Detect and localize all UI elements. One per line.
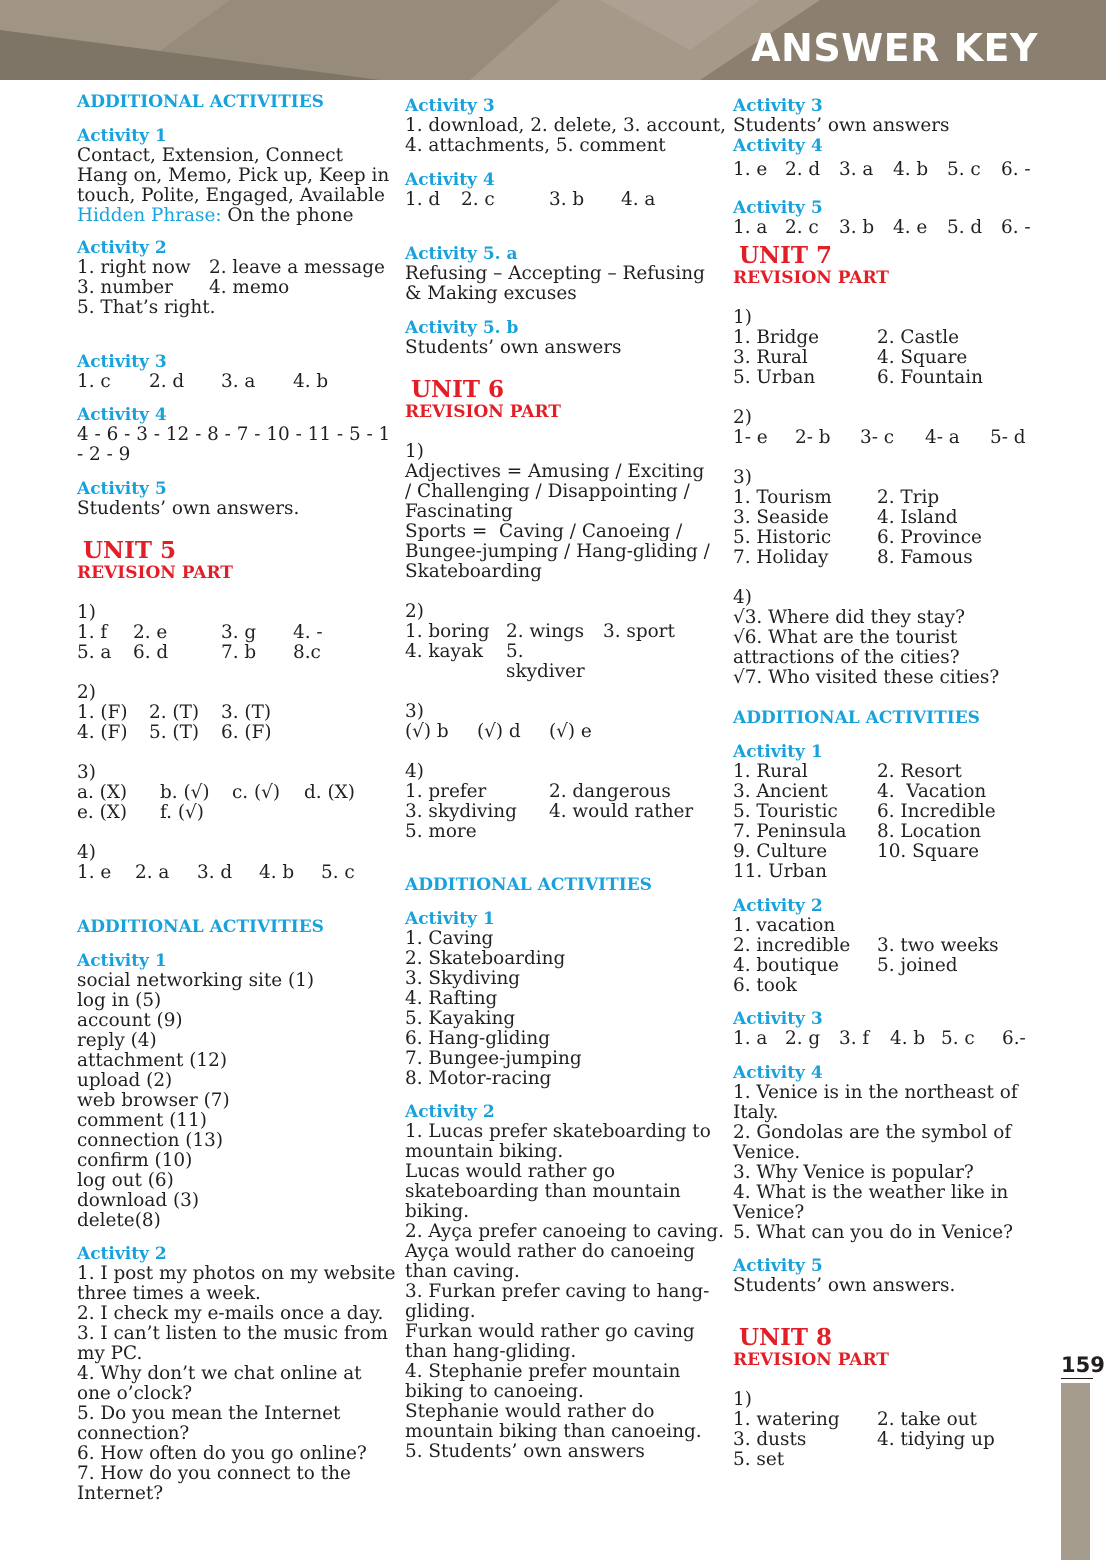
answer-cell: 2. a (135, 862, 170, 883)
answer-row (405, 190, 720, 210)
page-title: ANSWER KEY (751, 26, 1038, 70)
question-number: 2) (405, 601, 424, 622)
answer-cell: 1. e (77, 862, 112, 883)
answer-cell: 2. wings (506, 621, 585, 642)
answer-cell: 1. Tourism (733, 487, 832, 508)
answer-cell: 4. b (893, 159, 929, 180)
answer-line: 8. Motor-racing (405, 1068, 552, 1089)
question-number: 3) (77, 762, 96, 783)
answer-cell: 3. g (221, 622, 257, 643)
answer-line: download (3) (77, 1190, 200, 1211)
question-number: 1) (733, 307, 752, 328)
activity-heading: Activity 4 (77, 405, 167, 425)
answer-line: 4. What is the weather like in (733, 1182, 1009, 1203)
activity-heading: Activity 5 (733, 198, 823, 218)
answer-line: 3. Why Venice is popular? (733, 1162, 974, 1183)
unit-heading: UNIT 5 (83, 537, 176, 564)
answer-line: 2. Skateboarding (405, 948, 566, 969)
answer-line: 4. attachments, 5. comment (405, 135, 666, 156)
unit-heading: UNIT 7 (739, 242, 832, 269)
answer-grid (733, 936, 1053, 976)
answer-line: 4. Rafting (405, 988, 498, 1009)
answer-cell: 5- d (990, 427, 1026, 448)
answer-cell: 2. Trip (877, 487, 940, 508)
answer-line: √6. What are the tourist (733, 627, 958, 648)
answer-cell: 4. boutique (733, 955, 839, 976)
activity-heading: Activity 5. b (405, 318, 519, 338)
answer-line: Sports = Caving / Canoeing / (405, 521, 683, 542)
question-number: 1) (77, 602, 96, 623)
answer-line: Hang on, Memo, Pick up, Keep in (77, 165, 390, 186)
answer-line: √3. Where did they stay? (733, 607, 965, 628)
answer-cell: 1. c (77, 371, 111, 392)
answer-line: log out (6) (77, 1170, 174, 1191)
answer-cell: 1. e (733, 159, 768, 180)
answer-line: 6. took (733, 975, 798, 996)
answer-cell: 8. Famous (877, 547, 973, 568)
activity-heading: Activity 4 (405, 170, 495, 190)
question-number: 1) (733, 1389, 752, 1410)
answer-cell: (√) b (405, 721, 449, 742)
answer-cell: 3. sport (603, 621, 675, 642)
answer-cell: 4. memo (209, 277, 290, 298)
answer-cell: 4. Vacation (877, 781, 987, 802)
answer-row (405, 782, 720, 822)
answer-cell: 6. Fountain (877, 367, 983, 388)
answer-line: & Making excuses (405, 283, 577, 304)
answer-cell: 2. d (149, 371, 185, 392)
answer-cell: 11. Urban (733, 861, 827, 882)
answer-cell: 3. (T) (221, 702, 272, 723)
answer-line: than hang-gliding. (405, 1341, 577, 1362)
answer-line: gliding. (405, 1301, 476, 1322)
answer-cell: 7. Peninsula (733, 821, 847, 842)
answer-cell: 2. incredible (733, 935, 851, 956)
answer-cell: 3. dusts (733, 1429, 807, 1450)
answer-line: 1. Caving (405, 928, 494, 949)
answer-line: / Challenging / Disappointing / (405, 481, 690, 502)
answer-cell: 4. (F) (77, 722, 128, 743)
answer-line: Bungee-jumping / Hang-gliding / (405, 541, 710, 562)
page-number: 159 (1061, 1353, 1105, 1377)
answer-line: 7. Bungee-jumping (405, 1048, 582, 1069)
answer-line: biking to canoeing. (405, 1381, 584, 1402)
revision-heading: REVISION PART (77, 563, 233, 583)
answer-line: Adjectives = Amusing / Exciting (405, 461, 705, 482)
answer-cell: 2. take out (877, 1409, 977, 1430)
activity-heading: Activity 1 (77, 951, 167, 971)
activity-heading: Activity 5. a (405, 244, 518, 264)
revision-heading: REVISION PART (405, 402, 561, 422)
answer-line: Stephanie would rather do (405, 1401, 655, 1422)
answer-line: mountain biking than canoeing. (405, 1421, 702, 1442)
revision-heading: REVISION PART (733, 1350, 889, 1370)
answer-grid (733, 1410, 1053, 1450)
answer-cell: 1. (F) (77, 702, 128, 723)
answer-line: 4 - 6 - 3 - 12 - 8 - 7 - 10 - 11 - 5 - 1 (77, 424, 391, 445)
answer-line: Refusing – Accepting – Refusing (405, 263, 705, 284)
answer-cell: 2. g (785, 1028, 821, 1049)
answer-cell: 5. a (77, 642, 112, 663)
answer-line: √7. Who visited these cities? (733, 667, 1000, 688)
activity-heading: Activity 5 (733, 1256, 823, 1276)
answer-cell: 4. b (890, 1028, 926, 1049)
answer-row (77, 783, 387, 823)
answer-line: 5. What can you do in Venice? (733, 1222, 1013, 1243)
answer-line: delete(8) (77, 1210, 161, 1231)
answer-cell: 6. Province (877, 527, 982, 548)
answer-cell: 8.c (293, 642, 321, 663)
answer-cell: 1- e (733, 427, 768, 448)
header-banner (0, 0, 1106, 80)
answer-line: Venice? (733, 1202, 805, 1223)
answer-line: Students’ own answers (733, 115, 950, 136)
answer-line: connection (13) (77, 1130, 224, 1151)
unit-heading: UNIT 6 (411, 376, 504, 403)
answer-row (77, 703, 387, 743)
answer-cell: 7. b (221, 642, 257, 663)
answer-cell: 4. would rather (549, 801, 694, 822)
side-tab-bar (1061, 1383, 1090, 1560)
answer-line: 4. Stephanie prefer mountain (405, 1361, 681, 1382)
answer-cell: 2- b (795, 427, 831, 448)
answer-line: 2. I check my e-mails once a day. (77, 1303, 384, 1324)
question-number: 2) (77, 682, 96, 703)
answer-cell: 3. Rural (733, 347, 808, 368)
answer-cell: 1. prefer (405, 781, 487, 802)
answer-cell: 4. b (259, 862, 295, 883)
answer-cell: 5. d (947, 217, 983, 238)
answer-cell: 5. joined (877, 955, 958, 976)
answer-cell: 6. - (1001, 159, 1031, 180)
activity-heading: Activity 1 (405, 909, 495, 929)
answer-cell: 4. Island (877, 507, 958, 528)
answer-line: confirm (10) (77, 1150, 193, 1171)
answer-cell: 2. c (785, 217, 819, 238)
answer-cell: 5. Touristic (733, 801, 838, 822)
answer-cell: 6.- (1002, 1028, 1026, 1049)
answer-line: Skateboarding (405, 561, 542, 582)
answer-cell: 5. c (947, 159, 981, 180)
answer-cell: 1. Bridge (733, 327, 820, 348)
answer-line: 6. How often do you go online? (77, 1443, 367, 1464)
activity-heading: Activity 5 (77, 479, 167, 499)
section-heading: ADDITIONAL ACTIVITIES (405, 875, 652, 895)
answer-cell: f. (√) (160, 802, 204, 823)
answer-cell: 5. (T) (149, 722, 200, 743)
answer-cell: 1. f (77, 622, 108, 643)
answer-line: Students’ own answers (405, 337, 622, 358)
answer-cell: 1. Rural (733, 761, 808, 782)
answer-line: 5. Do you mean the Internet (77, 1403, 341, 1424)
answer-line: - 2 - 9 (77, 444, 131, 465)
answer-line: 3. Skydiving (405, 968, 521, 989)
unit-heading: UNIT 8 (739, 1324, 832, 1351)
answer-line: Internet? (77, 1483, 164, 1504)
answer-line: log in (5) (77, 990, 162, 1011)
answer-line: skateboarding than mountain (405, 1181, 681, 1202)
answer-line: 2. Gondolas are the symbol of (733, 1122, 1012, 1143)
answer-cell: 7. Holiday (733, 547, 829, 568)
answer-line: 5. set (733, 1449, 785, 1470)
answer-line: attractions of the cities? (733, 647, 960, 668)
answer-cell: 2. (T) (149, 702, 200, 723)
answer-cell: d. (X) (304, 782, 355, 803)
section-heading: ADDITIONAL ACTIVITIES (77, 917, 324, 937)
answer-cell: 5. Historic (733, 527, 832, 548)
answer-cell: 3. Ancient (733, 781, 828, 802)
answer-line: reply (4) (77, 1030, 157, 1051)
answer-line: social networking site (1) (77, 970, 315, 991)
answer-cell (877, 862, 1053, 882)
answer-line: three times a week. (77, 1283, 261, 1304)
answer-cell: 6. d (133, 642, 169, 663)
answer-line: Students’ own answers. (77, 498, 300, 519)
answer-cell: c. (√) (232, 782, 281, 803)
answer-cell: a. (X) (77, 782, 128, 803)
question-number: 2) (733, 407, 752, 428)
answer-grid (733, 488, 1053, 568)
answer-cell: 3. skydiving (405, 801, 517, 822)
answer-cell: 2. leave a message (209, 257, 385, 278)
answer-grid (733, 762, 1053, 882)
answer-line: mountain biking. (405, 1141, 564, 1162)
column-left (77, 90, 396, 1504)
answer-line: Students’ own answers. (733, 1275, 956, 1296)
answer-line: account (9) (77, 1010, 183, 1031)
answer-cell: 3. a (221, 371, 256, 392)
answer-cell: 3. number (77, 277, 173, 298)
answer-line: 5. more (405, 821, 477, 842)
answer-line: comment (11) (77, 1110, 207, 1131)
answer-grid (733, 328, 1053, 388)
hidden-phrase (77, 206, 387, 226)
answer-line: 1. vacation (733, 915, 836, 936)
answer-line: web browser (7) (77, 1090, 230, 1111)
answer-cell: (√) e (549, 721, 592, 742)
answer-line: 7. How do you connect to the (77, 1463, 351, 1484)
answer-cell: 3. b (839, 217, 875, 238)
answer-cell: 6. Incredible (877, 801, 996, 822)
answer-line: 5. Kayaking (405, 1008, 516, 1029)
answer-cell: 1. a (733, 1028, 768, 1049)
question-number: 3) (405, 701, 424, 722)
answer-line: upload (2) (77, 1070, 173, 1091)
question-number: 4) (77, 842, 96, 863)
answer-line: Contact, Extension, Connect (77, 145, 343, 166)
activity-heading: Activity 4 (733, 1063, 823, 1083)
answer-row (405, 722, 720, 742)
hidden-phrase-label: Hidden Phrase: (77, 205, 222, 226)
answer-line: 1. download, 2. delete, 3. account, (405, 115, 726, 136)
answer-cell: 2. Castle (877, 327, 960, 348)
activity-heading: Activity 3 (733, 1009, 823, 1029)
activity-heading: Activity 3 (733, 96, 823, 116)
answer-cell: 2. Resort (877, 761, 962, 782)
answer-cell: 1. a (733, 217, 768, 238)
answer-cell: 6. (F) (221, 722, 272, 743)
answer-cell: 1. right now (77, 257, 191, 278)
answer-cell: 2. e (133, 622, 168, 643)
activity-heading: Activity 2 (77, 1244, 167, 1264)
answer-cell: 4. tidying up (877, 1429, 995, 1450)
question-number: 4) (733, 587, 752, 608)
answer-cell: 2. dangerous (549, 781, 671, 802)
answer-cell: 4- a (925, 427, 960, 448)
answer-cell: 2. c (461, 189, 495, 210)
activity-heading: Activity 3 (405, 96, 495, 116)
answer-cell: 4. - (293, 622, 323, 643)
page-number-rule (1061, 1378, 1093, 1379)
answer-cell: 3- c (860, 427, 895, 448)
answer-cell: 4. Square (877, 347, 968, 368)
answer-cell: 3. two weeks (877, 935, 999, 956)
answer-line: 1. I post my photos on my website (77, 1263, 396, 1284)
activity-heading: Activity 2 (405, 1102, 495, 1122)
answer-line: biking. (405, 1201, 470, 1222)
answer-line: Venice. (733, 1142, 801, 1163)
answer-line: Furkan would rather go caving (405, 1321, 695, 1342)
answer-line: my PC. (77, 1343, 143, 1364)
answer-line: 3. I can’t listen to the music from (77, 1323, 388, 1344)
column-right (733, 90, 1053, 1470)
answer-cell: 3. b (549, 189, 585, 210)
answer-line: Fascinating (405, 501, 513, 522)
answer-line: than caving. (405, 1261, 520, 1282)
answer-row (77, 258, 387, 298)
answer-line: touch, Polite, Engaged, Available (77, 185, 385, 206)
answer-line: 1. Lucas prefer skateboarding to (405, 1121, 711, 1142)
answer-cell: 5. skydiver (506, 641, 585, 682)
answer-line: Italy. (733, 1102, 779, 1123)
answer-line: 5. Students’ own answers (405, 1441, 645, 1462)
answer-cell: 5. c (321, 862, 355, 883)
answer-cell: 4. kayak (405, 641, 483, 662)
answer-row (733, 160, 1053, 180)
answer-row (733, 428, 1053, 448)
answer-line: Ayça would rather do canoeing (405, 1241, 695, 1262)
answer-cell: 3. f (839, 1028, 870, 1049)
answer-cell: 3. Seaside (733, 507, 829, 528)
answer-line: 2. Ayça prefer canoeing to caving. (405, 1221, 724, 1242)
activity-heading: Activity 2 (733, 896, 823, 916)
answer-cell: 4. a (621, 189, 656, 210)
answer-cell: 5. c (941, 1028, 975, 1049)
answer-cell: 2. d (785, 159, 821, 180)
answer-row (77, 372, 387, 392)
answer-cell: 4. e (893, 217, 928, 238)
answer-row (77, 623, 387, 663)
answer-cell: 1. d (405, 189, 441, 210)
activity-heading: Activity 1 (77, 126, 167, 146)
answer-cell: 5. Urban (733, 367, 816, 388)
answer-row (405, 622, 720, 682)
section-heading: ADDITIONAL ACTIVITIES (733, 708, 980, 728)
answer-cell: 6. - (1001, 217, 1031, 238)
question-number: 1) (405, 441, 424, 462)
activity-heading: Activity 2 (77, 238, 167, 258)
answer-line: attachment (12) (77, 1050, 228, 1071)
answer-cell: 8. Location (877, 821, 982, 842)
answer-cell: 1. boring (405, 621, 490, 642)
answer-row (77, 863, 387, 883)
answer-line: one o’clock? (77, 1383, 193, 1404)
answer-row (733, 218, 1053, 238)
activity-heading: Activity 3 (77, 352, 167, 372)
answer-cell: 3. d (197, 862, 233, 883)
answer-cell: 4. b (293, 371, 329, 392)
answer-line: 4. Why don’t we chat online at (77, 1363, 362, 1384)
answer-cell: 1. watering (733, 1409, 840, 1430)
answer-line: connection? (77, 1423, 190, 1444)
answer-cell: 10. Square (877, 841, 979, 862)
question-number: 3) (733, 467, 752, 488)
revision-heading: REVISION PART (733, 268, 889, 288)
answer-line: Lucas would rather go (405, 1161, 616, 1182)
question-number: 4) (405, 761, 424, 782)
answer-cell: b. (√) (160, 782, 210, 803)
answer-line: 1. Venice is in the northeast of (733, 1082, 1018, 1103)
section-heading: ADDITIONAL ACTIVITIES (77, 92, 324, 112)
answer-cell: 3. a (839, 159, 874, 180)
answer-cell: (√) d (477, 721, 521, 742)
answer-cell: 9. Culture (733, 841, 828, 862)
activity-heading: Activity 4 (733, 136, 823, 156)
answer-line: 5. That’s right. (77, 297, 216, 318)
hidden-phrase-value: On the phone (221, 205, 354, 226)
answer-cell: e. (X) (77, 802, 128, 823)
column-middle (405, 90, 726, 1462)
activity-heading: Activity 1 (733, 742, 823, 762)
answer-row (733, 1029, 1053, 1049)
answer-line: 6. Hang-gliding (405, 1028, 551, 1049)
answer-line: 3. Furkan prefer caving to hang- (405, 1281, 710, 1302)
